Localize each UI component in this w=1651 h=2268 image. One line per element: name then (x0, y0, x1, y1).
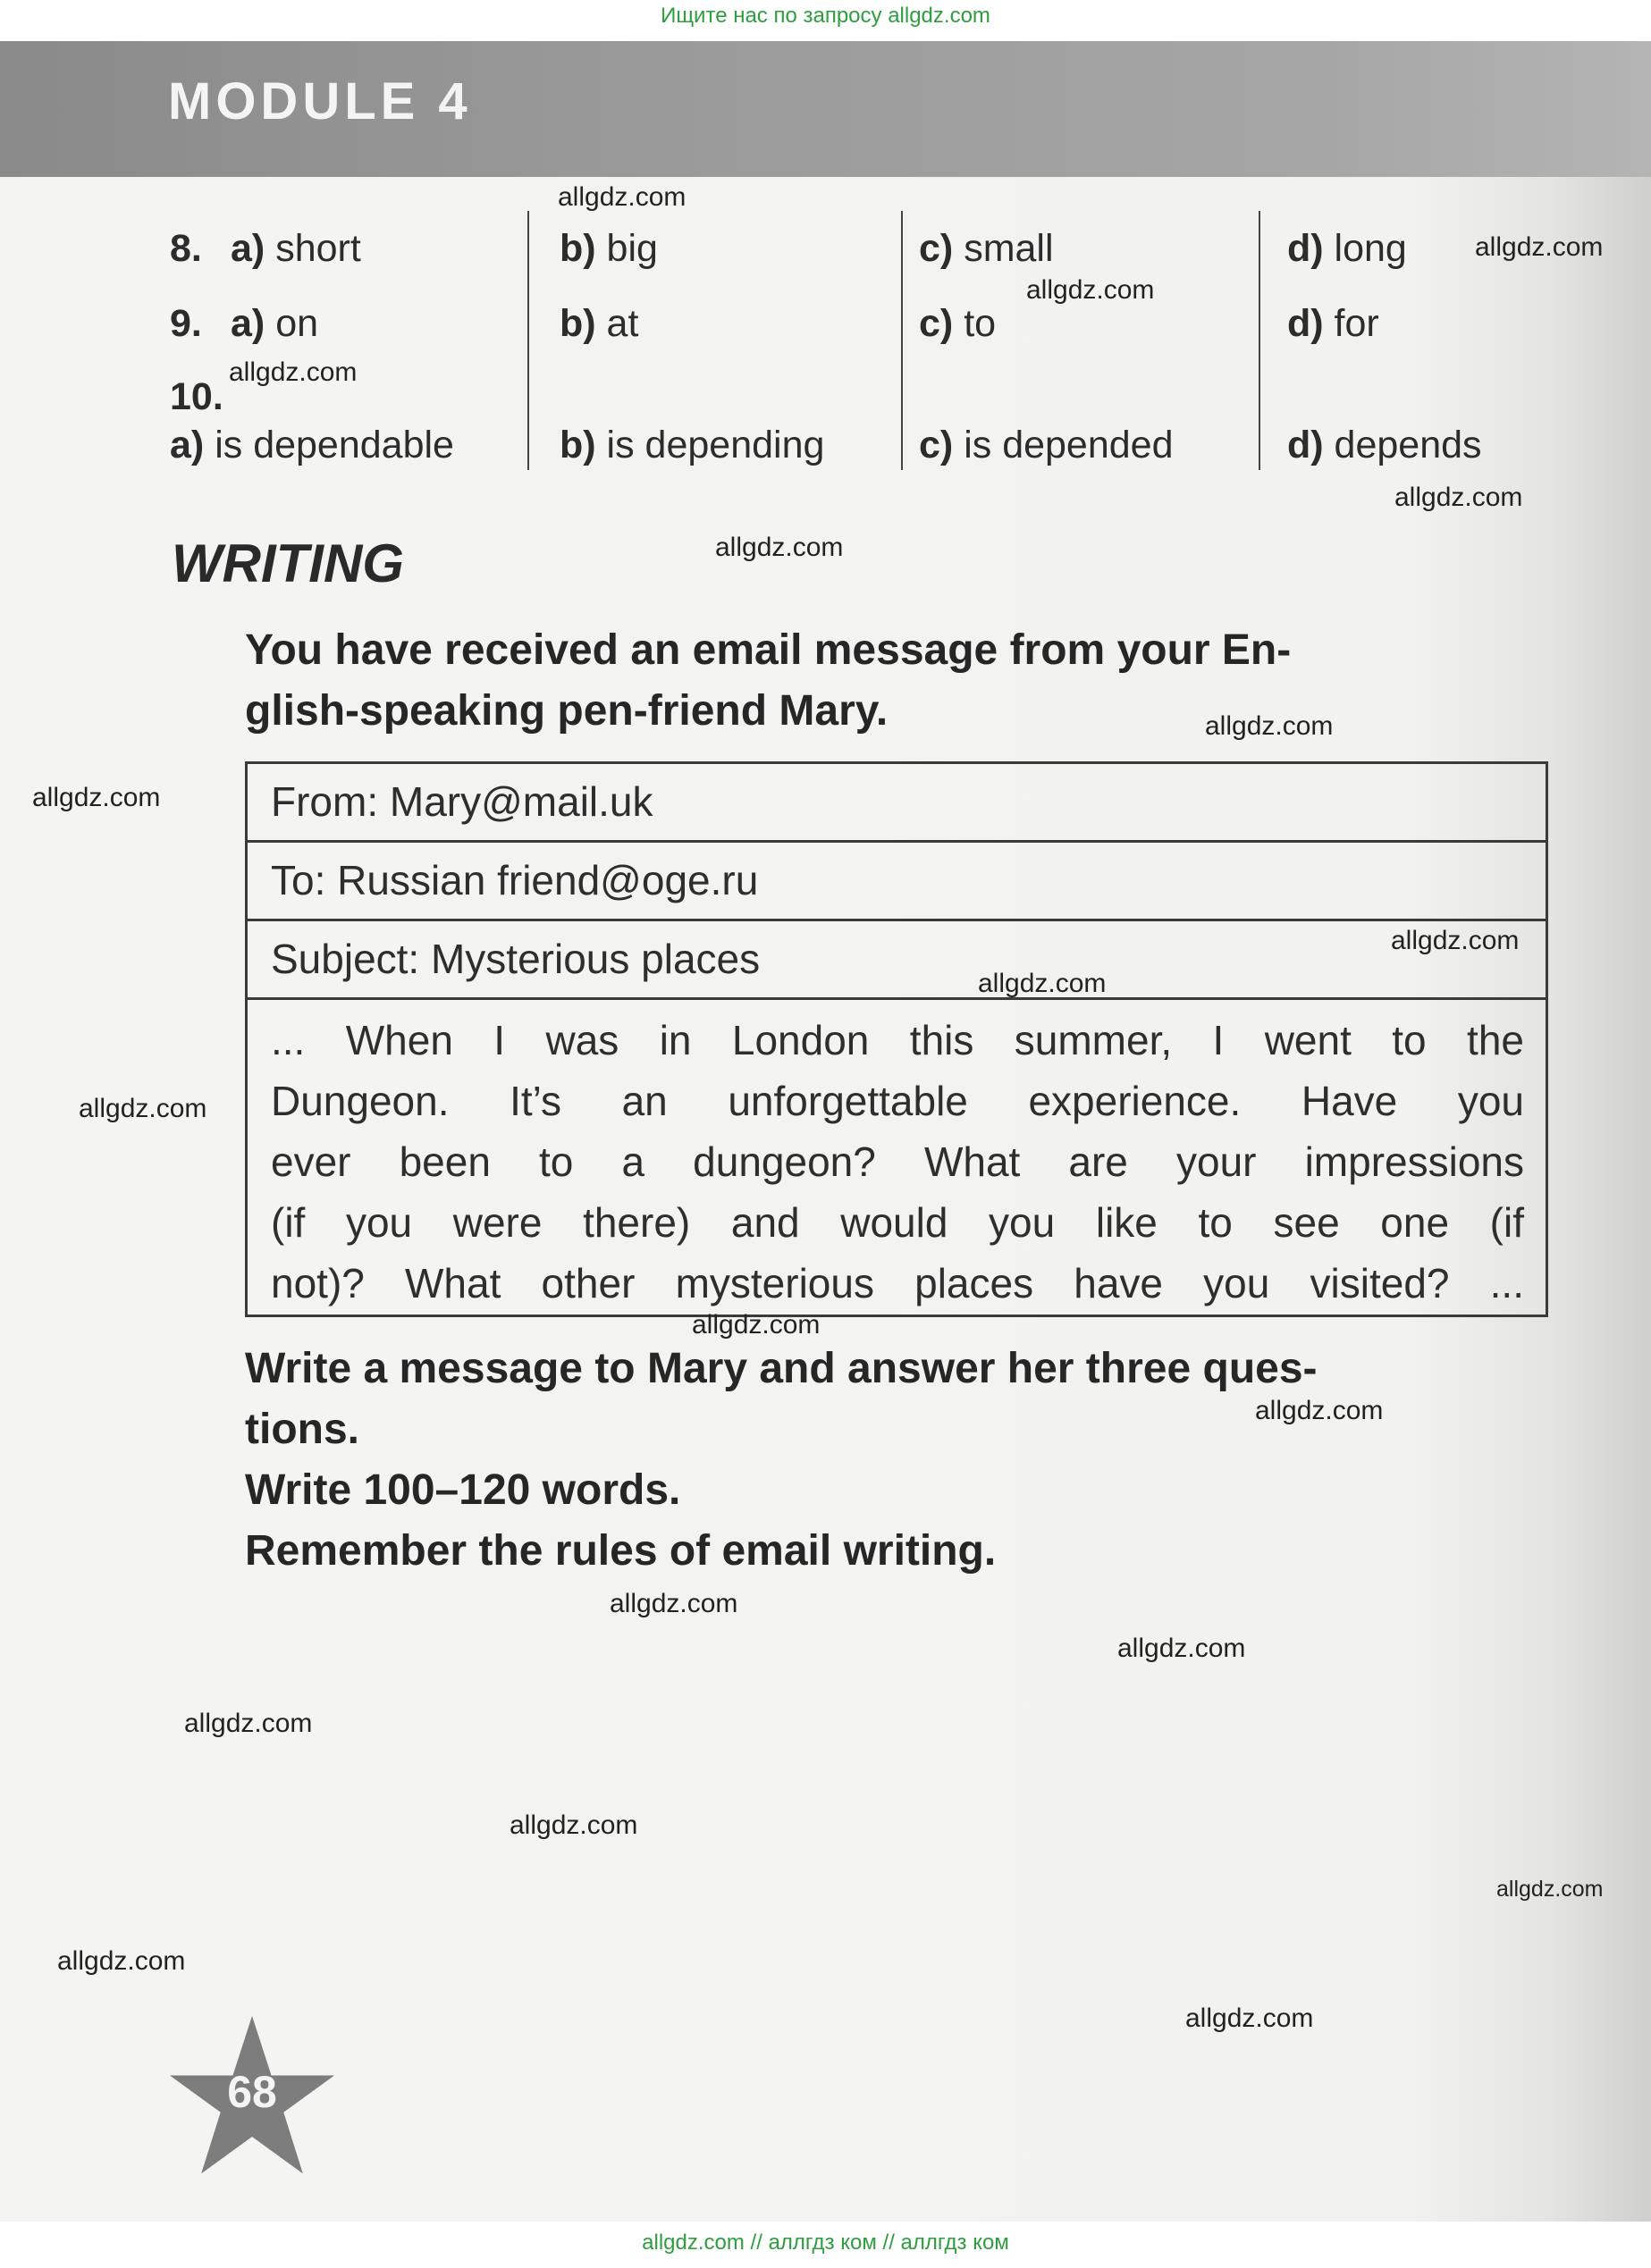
option-b: b) big (560, 227, 658, 270)
watermark: allgdz.com (79, 1094, 207, 1123)
option-a: a) on (231, 302, 319, 345)
option-a: a) is dependable (170, 424, 454, 466)
watermark: allgdz.com (1117, 1634, 1246, 1663)
email-body-line: Dungeon. It’s an unforgettable experience. Have you (271, 1078, 1524, 1124)
footer: allgdz.com // аллгдз ком // аллгдз ком (642, 2230, 1009, 2255)
email-subject: Subject: Mysterious places (248, 921, 1546, 1000)
watermark: allgdz.com (715, 533, 844, 562)
watermark: allgdz.com (1185, 2003, 1314, 2033)
option-b: b) is depending (560, 424, 825, 466)
option-d: d) for (1287, 302, 1379, 345)
watermark: allgdz.com (1391, 926, 1520, 955)
option-a: a) short (231, 227, 361, 270)
watermark: allgdz.com (610, 1589, 738, 1618)
question-number: 9. (170, 302, 202, 345)
watermark: allgdz.com (57, 1946, 186, 1976)
column-divider (1259, 211, 1260, 470)
module-title: MODULE 4 (168, 72, 472, 130)
task-instructions: Write a message to Mary and answer her three ques- tions. Write 100–120 words. Remember the rules of email writing. (245, 1345, 1318, 1575)
email-body-line: (if you were there) and would you like to see one (if (271, 1199, 1524, 1246)
watermark: allgdz.com (978, 969, 1107, 998)
email-body-line: not)? What other mysterious places have you visited? ... (271, 1260, 1524, 1306)
email-body-line: ... When I was in London this summer, I went to the (271, 1017, 1524, 1063)
option-b: b) at (560, 302, 639, 345)
column-divider (527, 211, 529, 470)
watermark: allgdz.com (1496, 1877, 1604, 1902)
watermark: allgdz.com (1255, 1396, 1384, 1425)
question-number: 8. (170, 227, 202, 270)
option-c: c) to (919, 302, 997, 345)
option-c: c) is depended (919, 424, 1174, 466)
email-body (271, 1010, 1524, 1314)
option-c: c) small (919, 227, 1054, 270)
email-to: To: Russian friend@oge.ru (248, 843, 1546, 921)
watermark: allgdz.com (1394, 483, 1523, 512)
watermark: allgdz.com (1475, 232, 1604, 262)
option-d: d) long (1287, 227, 1407, 270)
watermark: allgdz.com (1026, 275, 1155, 305)
watermark: allgdz.com (1205, 711, 1334, 741)
email-body-line: ever been to a dungeon? What are your impressions (271, 1138, 1524, 1185)
watermark: allgdz.com (32, 783, 161, 812)
section-title: WRITING (172, 533, 404, 593)
question-number: 10. (170, 375, 223, 418)
top-note: Ищите нас по запросу allgdz.com (661, 4, 990, 28)
column-divider (901, 211, 903, 470)
page-number: 68 (227, 2067, 277, 2117)
watermark: allgdz.com (510, 1810, 638, 1840)
email-from: From: Mary@mail.uk (248, 764, 1546, 843)
watermark: allgdz.com (229, 357, 358, 387)
watermark: allgdz.com (558, 182, 687, 212)
email-box (245, 761, 1548, 1317)
watermark: allgdz.com (692, 1310, 821, 1340)
watermark: allgdz.com (184, 1709, 313, 1738)
option-d: d) depends (1287, 424, 1482, 466)
task-intro: You have received an email message from your En- glish-speaking pen-friend Mary. (245, 626, 1292, 735)
